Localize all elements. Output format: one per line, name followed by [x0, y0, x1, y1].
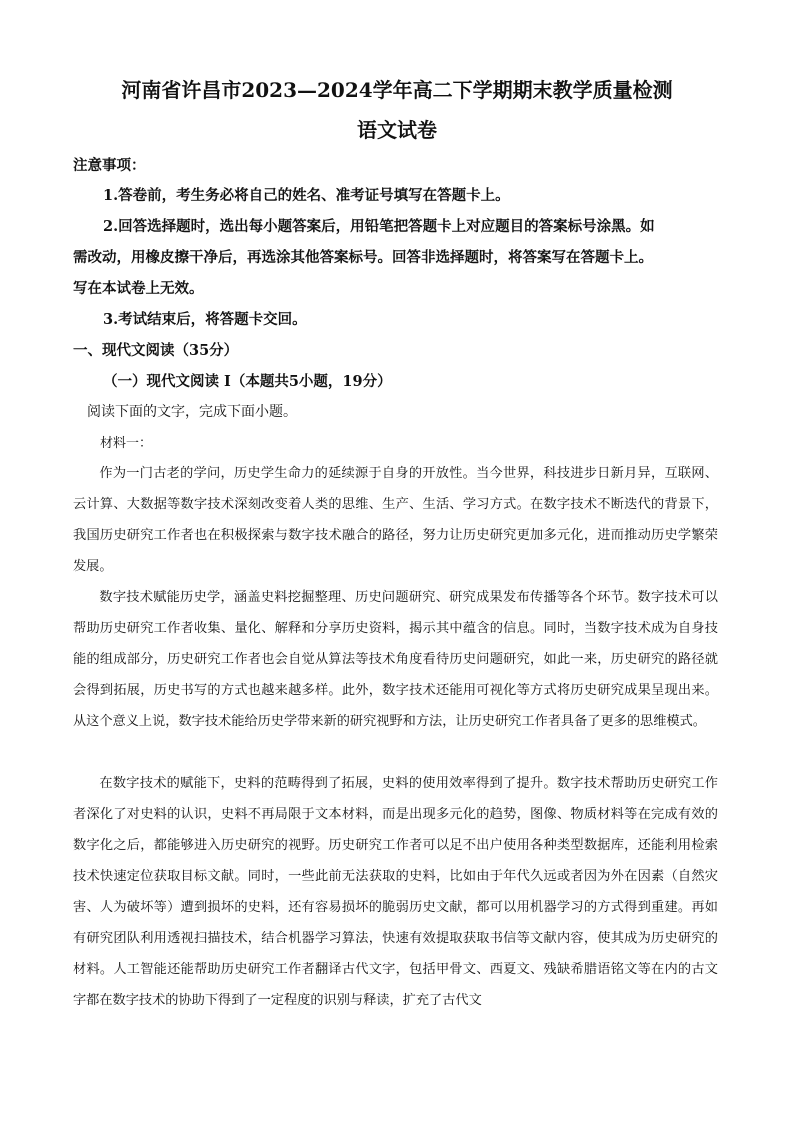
notice-item-3: 3.考试结束后，将答题卡交回。 [103, 311, 307, 328]
exam-title: 河南省许昌市2023—2024学年高二下学期期末教学质量检测 [121, 78, 673, 102]
notice-item-2: 2.回答选择题时，选出每小题答案后，用铅笔把答题卡上对应题目的答案标号涂黑。如 [103, 218, 655, 235]
notice-item-2-cont: 需改动，用橡皮擦干净后，再选涂其他答案标号。回答非选择题时，将答案写在答题卡上。 [73, 249, 653, 266]
material-label: 材料一： [100, 436, 153, 451]
section-heading: 一、现代文阅读（35分） [73, 342, 239, 359]
notice-heading: 注意事项： [73, 157, 146, 174]
paragraph-1: 作为一门古老的学问，历史学生命力的延续源于自身的开放性。当今世界，科技进步日新月异，互联网、云计算、大数据等数字技术深刻改变着人类的思维、生产、生活、学习方式。在数字技术不断迭代的背景下，我国历史研究工作者也在积极探索与数字技术融合的路径，努力让历史研究更加多元化，进而推动历史学繁荣发展。 [73, 466, 718, 574]
notice-item-2-end: 写在本试卷上无效。 [73, 280, 204, 297]
reading-instruction: 阅读下面的文字，完成下面小题。 [87, 404, 297, 420]
exam-subtitle: 语文试卷 [357, 118, 437, 142]
notice-item-1: 1.答卷前，考生务必将自己的姓名、准考证号填写在答题卡上。 [103, 187, 510, 204]
paragraph-3: 在数字技术的赋能下，史料的范畴得到了拓展，史料的使用效率得到了提升。数字技术帮助历史研究工作者深化了对史料的认识，史料不再局限于文本材料，而是出现多元化的趋势，图像、物质材料等在完成有效的数字化之后，都能够进入历史研究的视野。历史研究工作者可以足不出户使用各种类型数据库，还能利用检索技术快速定位获取目标文献。同时，一些此前无法获取的史料，比如由于年代久远或者因为外在因素（自然灾害、人为破坏等）遭到损坏的史料，还有容易损坏的脆弱历史文献，都可以用机器学习的方式得到重建。再如有研究团队利用透视扫描技术，结合机器学习算法，快速有效提取获取书信等文献内容，使其成为历史研究的材料。人工智能还能帮助历史研究工作者翻译古代文字，包括甲骨文、西夏文、残缺希腊语铭文等在内的古文字都在数字技术的协助下得到了一定程度的识别与释读，扩充了古代文 [73, 776, 718, 1008]
subsection-heading: （一）现代文阅读 I（本题共5小题，19分） [103, 373, 392, 390]
paragraph-2: 数字技术赋能历史学，涵盖史料挖掘整理、历史问题研究、研究成果发布传播等各个环节。数字技术可以帮助历史研究工作者收集、量化、解释和分享历史资料，揭示其中蕴含的信息。同时，当数字技术成为自身技能的组成部分，历史研究工作者也会自觉从算法等技术角度看待历史问题研究，如此一来，历史研究的路径就会得到拓展，历史书写的方式也越来越多样。此外，数字技术还能用可视化等方式将历史研究成果呈现出来。从这个意义上说，数字技术能给历史学带来新的研究视野和方法，让历史研究工作者具备了更多的思维模式。 [73, 590, 718, 729]
